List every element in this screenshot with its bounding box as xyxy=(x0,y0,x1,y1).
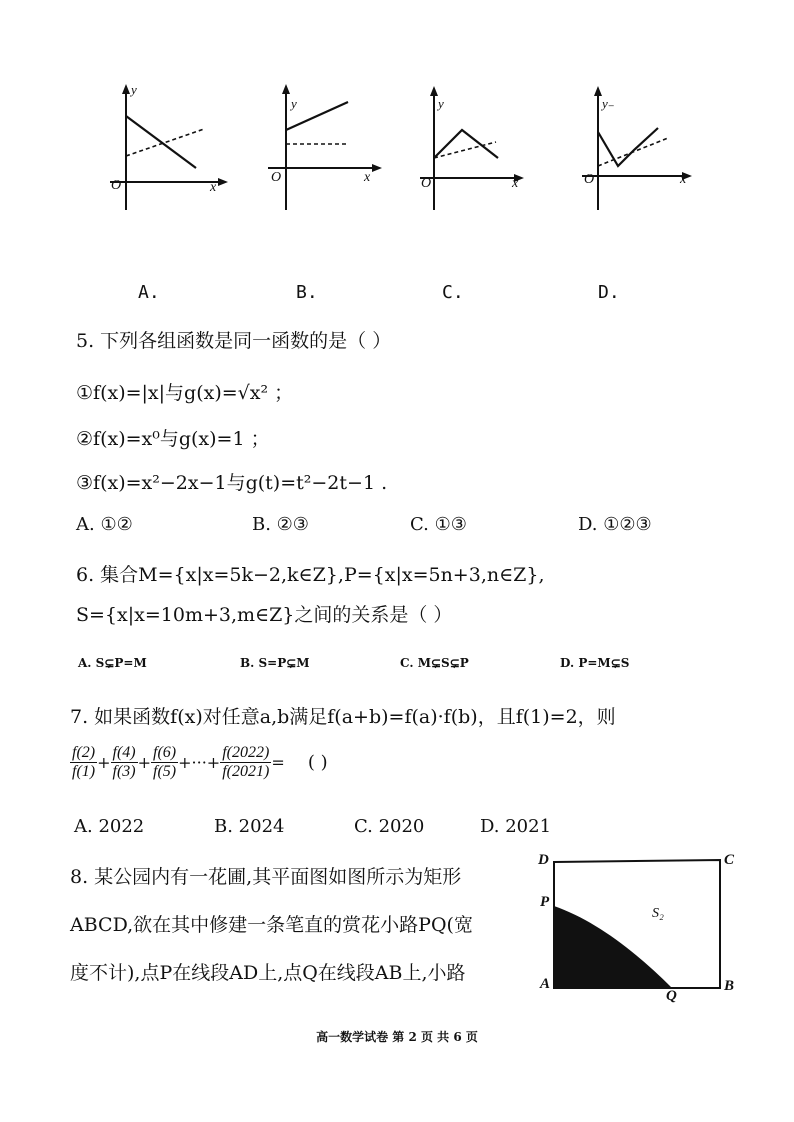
q8-label-s2: S₂ xyxy=(652,906,664,921)
q7-line-1: 7. 如果函数f(x)对任意a,b满足f(a+b)=f(a)·f(b)，且f(1)=2，则 xyxy=(70,706,616,728)
q4-option-a: A. xyxy=(138,282,160,303)
graph-c-y-label: y xyxy=(438,96,444,111)
q8-label-a: A xyxy=(540,976,551,992)
q7-expression xyxy=(70,744,328,781)
graph-d-y-label: y₋ xyxy=(602,96,615,111)
q5-item-2: ②f(x)=x⁰与g(x)=1 ； xyxy=(76,428,270,450)
q7-choice-b: B. 2024 xyxy=(214,816,285,837)
graph-b-x-label: x xyxy=(364,170,371,185)
q6-choice-d: D. P=M⊊S xyxy=(560,656,630,670)
q5-choice-a: A. ①② xyxy=(76,514,133,535)
graph-a xyxy=(100,84,230,214)
q7-plus-2: + xyxy=(137,753,152,772)
q8-line-1: 8. 某公园内有一花圃,其平面图如图所示为矩形 xyxy=(70,866,462,888)
graph-b-origin-label: O xyxy=(271,170,282,185)
q7-choice-d: D. 2021 xyxy=(480,816,552,837)
graph-b-y-label: y xyxy=(291,96,297,111)
q8-label-c: C xyxy=(724,852,735,868)
q4-option-b: B. xyxy=(296,282,318,303)
q4-option-c: C. xyxy=(442,282,464,303)
q8-figure-svg xyxy=(534,850,744,1000)
q8-label-b: B xyxy=(724,978,735,994)
page-footer: 高一数学试卷 第 2 页 共 6 页 xyxy=(316,1030,478,1044)
graph-a-x-label: x xyxy=(210,180,217,195)
graph-d-x-label: x xyxy=(680,172,687,187)
graph-d-origin-label: O xyxy=(584,172,595,187)
q8-label-d: D xyxy=(538,852,549,868)
q7-ellipsis: +···+ xyxy=(178,753,221,772)
q5-choice-b: B. ②③ xyxy=(252,514,309,535)
q7-equals: = xyxy=(271,753,285,772)
q5-choice-c: C. ①③ xyxy=(410,514,467,535)
graph-c xyxy=(416,84,546,214)
q7-frac-1: $\frac{f(2)}{f(1)}$ xyxy=(72,744,96,780)
graph-b xyxy=(262,84,392,214)
q6-line-1: 6. 集合M={x|x=5k−2,k∈Z},P={x|x=5n+3,n∈Z}, xyxy=(76,564,545,586)
q5-choice-d: D. ①②③ xyxy=(578,514,652,535)
graph-a-y-label: y xyxy=(131,82,137,97)
q8-figure xyxy=(534,850,744,1004)
q4-option-d: D. xyxy=(598,282,620,303)
q7-plus-1: + xyxy=(97,753,111,772)
graph-b-svg xyxy=(262,84,392,214)
q6-choice-c: C. M⊊S⊊P xyxy=(400,656,469,670)
q7-frac-3: $\frac{f(6)}{f(5)}$ xyxy=(153,744,177,780)
q5-item-1: ①f(x)=|x|与g(x)=√x² ； xyxy=(76,382,294,404)
q8-line-2: ABCD,欲在其中修建一条笔直的赏花小路PQ(宽 xyxy=(70,914,473,936)
q7-answer-paren: ( ) xyxy=(307,752,328,773)
q7-frac-2: $\frac{f(4)}{f(3)}$ xyxy=(112,744,136,780)
q8-label-q: Q xyxy=(666,988,677,1004)
q8-line-3: 度不计),点P在线段AD上,点Q在线段AB上,小路 xyxy=(70,962,466,984)
q6-choice-a: A. S⊊P=M xyxy=(78,656,147,670)
q7-choice-c: C. 2020 xyxy=(354,816,425,837)
graph-d-svg xyxy=(578,84,708,214)
graph-c-x-label: x xyxy=(512,176,519,191)
graph-c-svg xyxy=(416,84,546,214)
graph-c-origin-label: O xyxy=(421,176,432,191)
q5-stem: 5. 下列各组函数是同一函数的是（ ） xyxy=(76,330,392,352)
q8-label-p: P xyxy=(540,894,550,910)
graph-d xyxy=(578,84,708,214)
q7-choice-a: A. 2022 xyxy=(74,816,145,837)
q7-frac-4: $\frac{f(2022)}{f(2021)}$ xyxy=(222,744,270,780)
graph-a-origin-label: O xyxy=(111,178,122,193)
q6-line-2: S={x|x=10m+3,m∈Z}之间的关系是（ ） xyxy=(76,604,453,626)
q5-item-3: ③f(x)=x²−2x−1与g(t)=t²−2t−1 . xyxy=(76,472,388,494)
q6-choice-b: B. S=P⊊M xyxy=(240,656,310,670)
